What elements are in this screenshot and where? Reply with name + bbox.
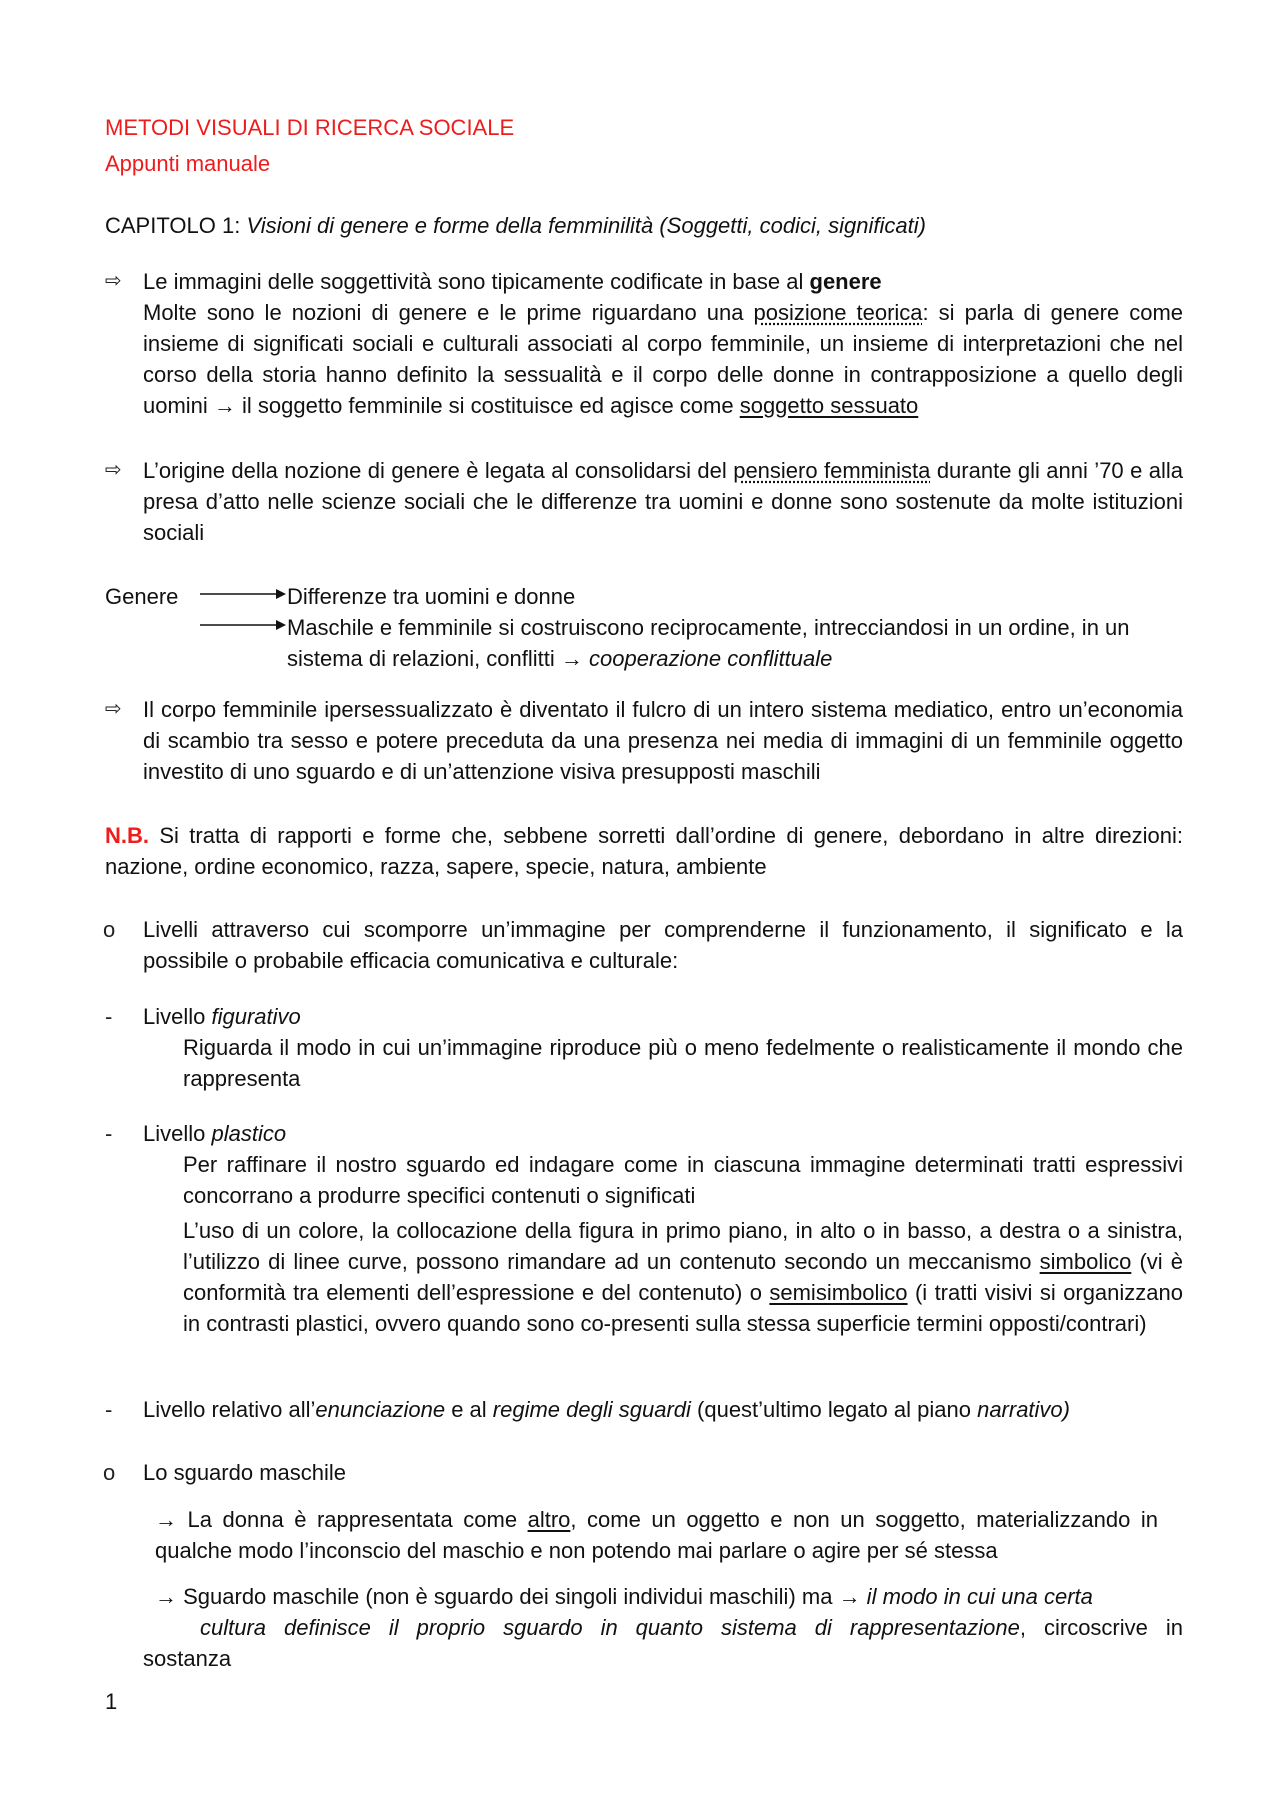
underlined-term: semisimbolico [769, 1280, 908, 1305]
levels-intro: Livelli attraverso cui scomporre un’immagine per comprenderne il funzionamento, il significato e la possibile o probabile efficacia comunicativa e culturale: [143, 917, 1183, 973]
italic-term: enunciazione [315, 1397, 446, 1422]
paragraph-text: La donna è rappresentata come [177, 1507, 528, 1532]
dash-bullet-icon: - [105, 1397, 113, 1422]
paragraph-text: Si tratta di rapporti e forme che, sebbene sorretti dall’ordine di genere, debordano in altre direzioni: nazione, ordine economico, razza, sapere, specie, natura, ambiente [105, 823, 1183, 879]
document-subtitle: Appunti manuale [105, 151, 271, 176]
paragraph-text: , circoscrive in [1019, 1615, 1183, 1640]
italic-term: figurativo [211, 1004, 301, 1029]
paragraph-text: (vi è conformità tra elementi dell’espressione e del contenuto) o [183, 1249, 1183, 1305]
underlined-term: pensiero femminista [733, 458, 931, 483]
level-figurativo-text: Riguarda il modo in cui un’immagine riproduce più o meno fedelmente o realisticamente il mondo che rappresenta [183, 1035, 1183, 1091]
paragraph-text: (quest’ultimo legato al piano [690, 1397, 978, 1422]
right-arrow-icon: → [155, 1584, 177, 1609]
paragraph-text: Maschile e femminile si costruiscono reciprocamente, intrecciandosi in un ordine, in un sistema di relazioni, conflitti [287, 615, 1130, 671]
bullet-paragraph [143, 297, 1183, 421]
level-plastico-text-1: Per raffinare il nostro sguardo ed indagare come in ciascuna immagine determinati tratti espressivi concorrano a produrre specifici contenuti o significati [183, 1152, 1183, 1208]
chapter-heading [105, 210, 926, 241]
level-plastico-heading [143, 1118, 286, 1149]
bullet-text: Le immagini delle soggettività sono tipicamente codificate in base al [143, 269, 810, 294]
bullet-genere [143, 266, 1183, 421]
level-label: Livello [143, 1121, 212, 1146]
right-arrow-icon: → [155, 1507, 177, 1532]
arrow-bullet-icon: ⇨ [105, 698, 122, 720]
paragraph-text: L’origine della nozione di genere è legata al consolidarsi del [143, 458, 734, 483]
paragraph-text: Molte sono le nozioni di genere e le prime riguardano una [143, 300, 754, 325]
arrow-bullet-icon: ⇨ [105, 459, 122, 481]
page-number: 1 [105, 1689, 118, 1714]
paragraph-text: Livello relativo all’ [143, 1397, 316, 1422]
right-arrow-icon: → [213, 393, 236, 418]
italic-term: narrativo) [977, 1397, 1070, 1422]
level-figurativo-heading [143, 1001, 301, 1032]
right-arrow-icon: → [560, 646, 583, 671]
paragraph-text: Sguardo maschile (non è sguardo dei singoli individui maschili) ma [177, 1584, 839, 1609]
italic-term: il modo in cui una certa [860, 1584, 1093, 1609]
arrow-bullet-icon: ⇨ [105, 270, 122, 292]
sguardo-point-2-line-2 [200, 1612, 1183, 1643]
paragraph-text: durante gli anni ’70 e alla presa d’atto nelle scienze sociali che le differenze tra uomini e donne sono sostenute da molte istituzioni sociali [143, 458, 1183, 545]
bullet-corpo: Il corpo femminile ipersessualizzato è diventato il fulcro di un intero sistema mediatico, entro un’economia di scambio tra sesso e potere preceduta da una presenza nei media di immagini di un femminile oggetto investito di uno sguardo e di un’attenzione visiva presupposti maschili [143, 697, 1183, 784]
underlined-term: altro [527, 1507, 571, 1532]
paragraph-text: (i tratti visivi si organizzano in contrasti plastici, ovvero quando sono co-presenti sulla stessa superficie termini opposti/contrari) [183, 1280, 1183, 1336]
underlined-term: posizione teorica [753, 300, 923, 325]
italic-term: cultura definisce il proprio sguardo in quanto sistema di rappresentazione [200, 1615, 1020, 1640]
dash-bullet-icon: - [105, 1121, 113, 1146]
arrow-icon [200, 589, 286, 599]
right-arrow-icon: → [838, 1584, 861, 1609]
sguardo-title: Lo sguardo maschile [143, 1460, 347, 1485]
underlined-term: simbolico [1039, 1249, 1132, 1274]
paragraph-text: e al [445, 1397, 493, 1422]
italic-term: cooperazione conflittuale [582, 646, 833, 671]
level-enunciazione [143, 1394, 1183, 1425]
paragraph-text: : si parla di genere come insieme di significati sociali e culturali associati al corpo femminile, un insieme di interpretazioni che nel corso della storia hanno definito la sessualità e il corpo delle donne in contrapposizione a quello degli uomini [143, 300, 1183, 418]
paragraph-text: L’uso di un colore, la collocazione della figura in primo piano, in alto o in basso, a destra o a sinistra, l’utilizzo di linee curve, possono rimandare ad un contenuto secondo un meccanismo [183, 1218, 1183, 1274]
circle-bullet-icon: o [103, 1460, 116, 1485]
underlined-term: soggetto sessuato [739, 393, 919, 418]
dash-bullet-icon: - [105, 1004, 113, 1029]
genere-label: Genere [105, 584, 179, 609]
chapter-title: Visioni di genere e forme della femminilità (Soggetti, codici, significati) [246, 213, 926, 238]
chapter-label: CAPITOLO 1: [105, 213, 241, 238]
arrow-icon [200, 620, 286, 630]
circle-bullet-icon: o [103, 917, 116, 942]
paragraph-text: il soggetto femminile si costituisce ed agisce come [235, 393, 740, 418]
document-title: METODI VISUALI DI RICERCA SOCIALE [105, 115, 515, 140]
bold-term: genere [809, 269, 882, 294]
genere-arrows [198, 588, 288, 638]
nb-label: N.B. [105, 823, 149, 848]
level-label: Livello [143, 1004, 212, 1029]
genere-line-2 [287, 612, 1187, 674]
sguardo-point-2-line-3: sostanza [143, 1646, 232, 1671]
sguardo-point-2 [155, 1581, 1183, 1612]
paragraph-text: , come un oggetto e non un soggetto, materializzando in qualche modo l’inconscio del maschio e non potendo mai parlare o agire per sé stessa [155, 1507, 1158, 1563]
italic-term: regime degli sguardi [492, 1397, 691, 1422]
genere-line-1: Differenze tra uomini e donne [287, 584, 576, 609]
nota-bene [105, 820, 1183, 882]
bullet-origine [143, 455, 1183, 548]
level-plastico-text-2 [183, 1215, 1183, 1339]
sguardo-point-1 [155, 1504, 1158, 1566]
italic-term: plastico [211, 1121, 287, 1146]
